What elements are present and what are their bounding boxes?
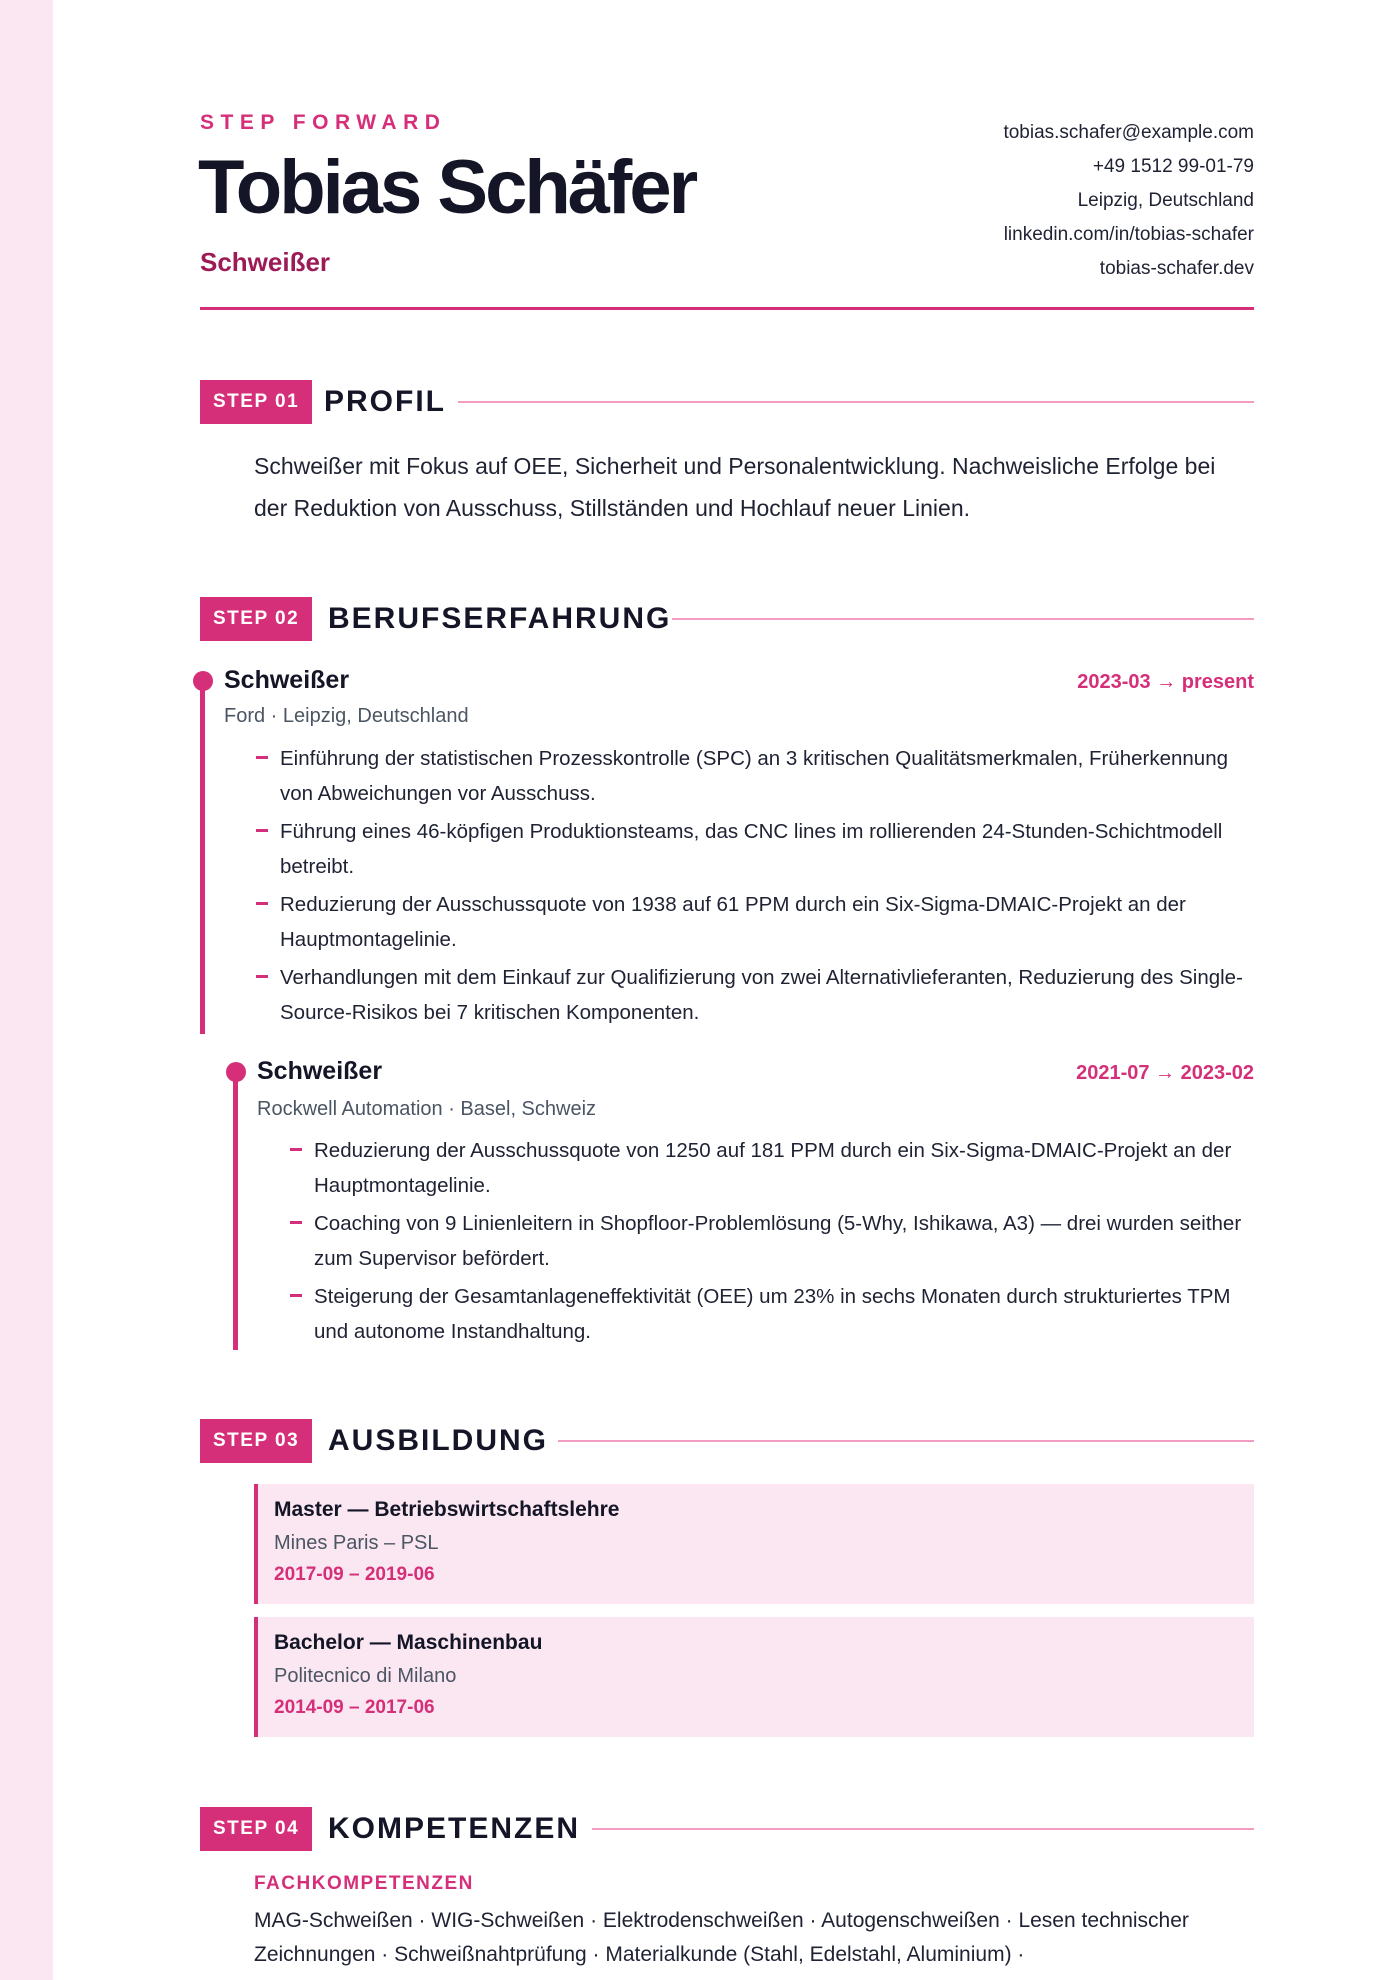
side-accent-band bbox=[0, 0, 53, 1980]
timeline-line bbox=[200, 674, 205, 1034]
section-rule bbox=[558, 1440, 1254, 1442]
dash-icon bbox=[256, 902, 268, 905]
list-item bbox=[314, 1279, 1254, 1349]
edu-degree: Bachelor — Maschinenbau bbox=[274, 1631, 543, 1654]
job-title: Schweißer bbox=[257, 1057, 383, 1085]
dash-icon bbox=[256, 829, 268, 832]
contact-location: Leipzig, Deutschland bbox=[1077, 190, 1254, 211]
section-title: AUSBILDUNG bbox=[328, 1424, 548, 1457]
section-rule bbox=[672, 618, 1254, 620]
list-item bbox=[280, 814, 1254, 884]
bullet-text: Verhandlungen mit dem Einkauf zur Qualifizierung von zwei Alternativlieferanten, Reduzierung des Single-Source-Risikos bei 7 kritischen Komponenten. bbox=[280, 966, 1243, 1024]
section-header-skills bbox=[200, 1807, 1254, 1851]
bullet-text: Einführung der statistischen Prozesskontrolle (SPC) an 3 kritischen Qualitätsmerkmalen, Früherkennung von Abweichungen vor Ausschuss. bbox=[280, 747, 1228, 805]
bullet-text: Reduzierung der Ausschussquote von 1938 auf 61 PPM durch ein Six-Sigma-DMAIC-Projekt an der Hauptmontagelinie. bbox=[280, 893, 1186, 951]
list-item bbox=[314, 1206, 1254, 1276]
job-bullets bbox=[280, 741, 1254, 1033]
dash-icon bbox=[256, 975, 268, 978]
job-company: Rockwell Automation · Basel, Schweiz bbox=[257, 1098, 597, 1120]
education-card bbox=[254, 1617, 1254, 1737]
header-divider bbox=[200, 307, 1254, 310]
section-header-profile bbox=[200, 380, 1254, 424]
list-item bbox=[314, 1133, 1254, 1203]
skills-list: MAG-Schweißen · WIG-Schweißen · Elektrodenschweißen · Autogenschweißen · Lesen technischer Zeichnungen · Schweißnahtprüfung · Materialkunde (Stahl, Edelstahl, Aluminium) · bbox=[254, 1909, 1189, 1966]
job-dates: 2021-07 → 2023-02 bbox=[1076, 1062, 1254, 1084]
contact-website[interactable]: tobias-schafer.dev bbox=[1099, 258, 1254, 279]
section-title: BERUFSERFAHRUNG bbox=[328, 602, 672, 635]
contact-linkedin[interactable]: linkedin.com/in/tobias-schafer bbox=[1003, 224, 1254, 245]
dash-icon bbox=[290, 1221, 302, 1224]
list-item bbox=[280, 960, 1254, 1030]
step-badge: STEP 02 bbox=[200, 597, 312, 641]
section-title: KOMPETENZEN bbox=[328, 1812, 581, 1845]
timeline-line bbox=[233, 1065, 238, 1350]
job-company: Ford · Leipzig, Deutschland bbox=[224, 705, 469, 727]
candidate-name: Tobias Schäfer bbox=[198, 145, 696, 230]
education-card bbox=[254, 1484, 1254, 1604]
section-title: PROFIL bbox=[324, 385, 446, 418]
contact-block bbox=[1003, 116, 1254, 286]
list-item bbox=[280, 887, 1254, 957]
step-badge: STEP 04 bbox=[200, 1807, 312, 1851]
profile-summary: Schweißer mit Fokus auf OEE, Sicherheit und Personalentwicklung. Nachweisliche Erfolge bei der Reduktion von Ausschuss, Stillständen und Hochlauf neuer Linien. bbox=[254, 453, 1216, 521]
bullet-text: Führung eines 46-köpfigen Produktionsteams, das CNC lines im rollierenden 24-Stunden-Schichtmodell betreibt. bbox=[280, 820, 1223, 878]
contact-phone[interactable]: +49 1512 99-01-79 bbox=[1092, 156, 1254, 177]
header-eyebrow: STEP FORWARD bbox=[200, 111, 447, 134]
job-title: Schweißer bbox=[224, 666, 350, 694]
bullet-text: Coaching von 9 Linienleitern in Shopfloor-Problemlösung (5-Why, Ishikawa, A3) — drei wurden seither zum Supervisor befördert. bbox=[314, 1212, 1242, 1270]
section-rule bbox=[458, 401, 1254, 403]
contact-email[interactable]: tobias.schafer@example.com bbox=[1003, 122, 1254, 143]
resume-page bbox=[200, 0, 1254, 1980]
dash-icon bbox=[290, 1294, 302, 1297]
section-header-experience bbox=[200, 597, 1254, 641]
timeline-dot bbox=[226, 1062, 246, 1082]
edu-degree: Master — Betriebswirtschaftslehre bbox=[274, 1498, 620, 1521]
step-badge: STEP 01 bbox=[200, 380, 312, 424]
list-item bbox=[280, 741, 1254, 811]
candidate-role: Schweißer bbox=[200, 247, 331, 277]
dash-icon bbox=[290, 1148, 302, 1151]
edu-dates: 2017-09 – 2019-06 bbox=[274, 1564, 435, 1585]
section-header-education bbox=[200, 1419, 1254, 1463]
step-badge: STEP 03 bbox=[200, 1419, 312, 1463]
section-rule bbox=[592, 1828, 1254, 1830]
skills-heading: FACHKOMPETENZEN bbox=[254, 1873, 474, 1894]
bullet-text: Steigerung der Gesamtanlageneffektivität (OEE) um 23% in sechs Monaten durch strukturiertes TPM und autonome Instandhaltung. bbox=[314, 1285, 1231, 1343]
job-bullets bbox=[314, 1133, 1254, 1352]
edu-dates: 2014-09 – 2017-06 bbox=[274, 1697, 435, 1718]
edu-school: Politecnico di Milano bbox=[274, 1665, 457, 1687]
edu-school: Mines Paris – PSL bbox=[274, 1532, 439, 1554]
timeline-dot bbox=[193, 671, 213, 691]
bullet-text: Reduzierung der Ausschussquote von 1250 auf 181 PPM durch ein Six-Sigma-DMAIC-Projekt an der Hauptmontagelinie. bbox=[314, 1139, 1232, 1197]
dash-icon bbox=[256, 756, 268, 759]
job-dates: 2023-03 → present bbox=[1077, 671, 1254, 693]
